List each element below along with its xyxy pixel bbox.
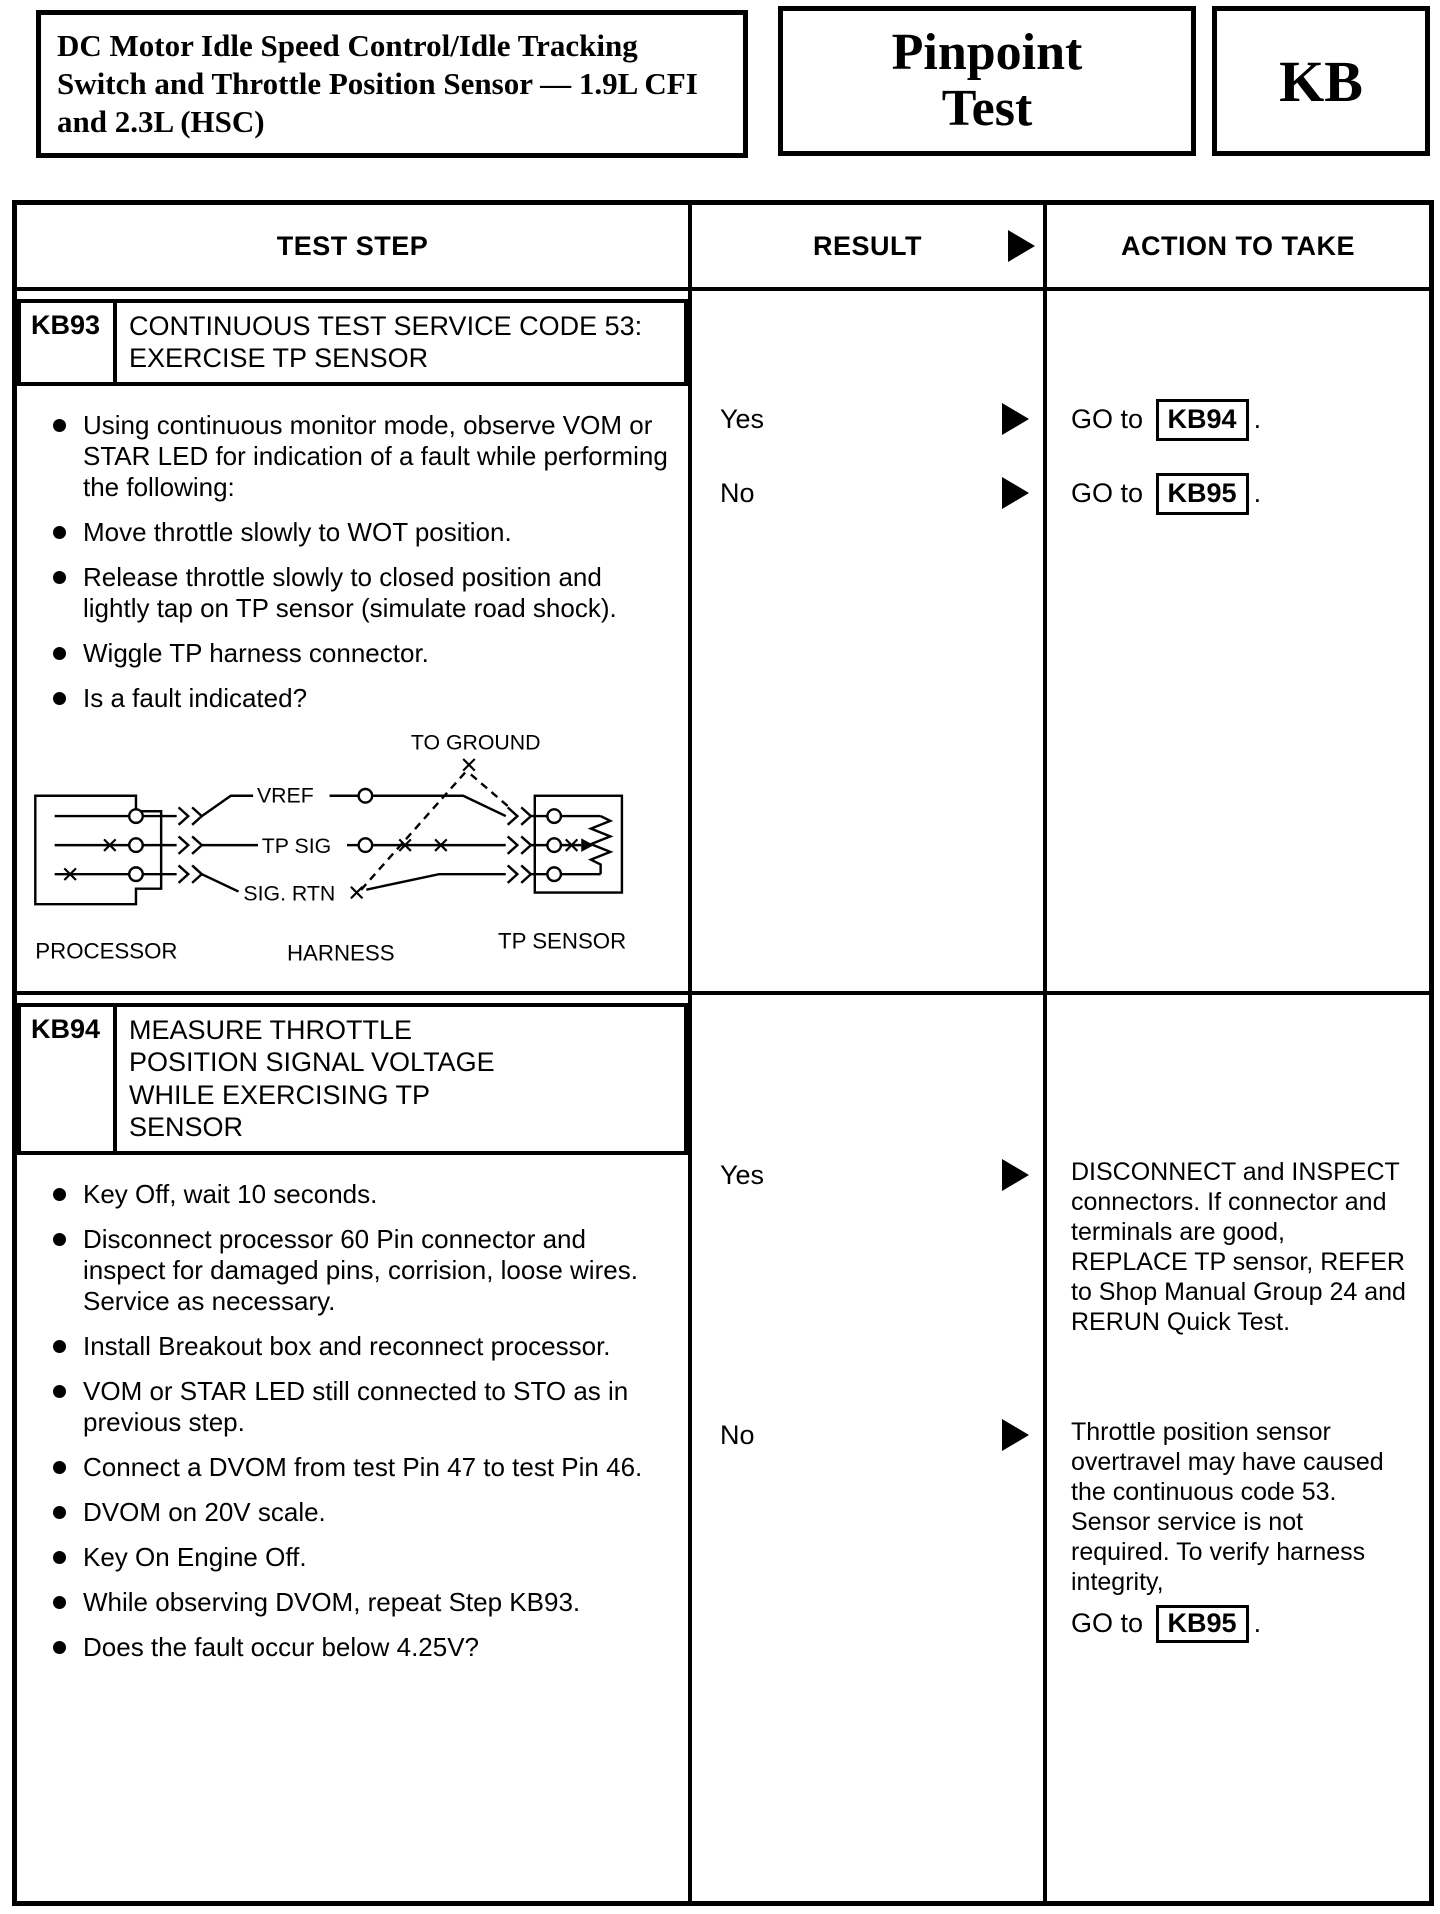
column-header-action: ACTION TO TAKE [1121,230,1355,261]
bullet-text: DVOM on 20V scale. [83,1496,326,1527]
bullet-icon [53,1596,66,1609]
bullet-text: Move throttle slowly to WOT position. [83,516,512,547]
list-item [53,1331,668,1362]
kb93-test-step-cell [17,287,692,991]
bullet-text: Connect a DVOM from test Pin 47 to test Pin 46. [83,1451,643,1482]
kb93-step-id: KB93 [21,303,117,382]
goto-suffix: . [1253,478,1262,508]
pinpoint-label-line1: Pinpoint [891,23,1083,81]
goto-code-box: KB95 [1156,473,1249,515]
bullet-text: Disconnect processor 60 Pin connector and inspect for damaged pins, corrision, loose wires. Service as necessary. [83,1223,638,1316]
result-label-yes: Yes [720,403,765,434]
list-item [53,562,668,624]
goto-suffix: . [1253,404,1262,434]
kb94-bullet-list [17,1155,688,1663]
bullet-icon [53,419,66,432]
doc-title: DC Motor Idle Speed Control/Idle Tracking Switch and Throttle Position Sensor — 1.9L CFI and 2.3L (HSC) [57,28,698,140]
processor-connector [35,796,201,904]
result-arrow-icon [1002,403,1029,435]
kb94-action-no [1071,1417,1407,1643]
test-code: KB [1279,48,1363,114]
goto-prefix: GO to [1071,478,1144,508]
bullet-icon [53,1385,66,1398]
result-arrow-icon [1002,1159,1029,1191]
list-item [53,638,668,669]
action-text: DISCONNECT and INSPECT connectors. If connector and terminals are good, REPLACE TP sensor, REFER to Shop Manual Group 24 and RERUN Quick Test. [1071,1158,1406,1336]
kb93-result-yes [720,403,1029,435]
kb94-action-yes [1071,1157,1407,1337]
action-text: Throttle position sensor overtravel may have caused the continuous code 53. Sensor service is not required. To verify harness integrity, [1071,1418,1384,1596]
result-label-yes: Yes [720,1159,765,1190]
bullet-text: While observing DVOM, repeat Step KB93. [83,1586,581,1617]
goto-suffix: . [1253,1608,1262,1638]
result-header-arrow-icon [1008,230,1035,262]
list-item [53,1452,668,1483]
bullet-icon [53,571,66,584]
column-header-test-step: TEST STEP [17,205,692,287]
bullet-text: Does the fault occur below 4.25V? [83,1631,480,1662]
kb93-action-no [1071,473,1407,515]
kb94-test-step-cell [17,991,692,1901]
list-item [53,1632,668,1663]
bullet-text: VOM or STAR LED still connected to STO as in previous step. [83,1375,629,1437]
list-item [53,1376,668,1438]
diagram-captions [35,928,626,965]
list-item [53,1497,668,1528]
kb94-result-no [720,1419,1029,1451]
result-label-no: No [720,1419,755,1450]
pinpoint-label-line2: Test [941,80,1033,137]
pinpoint-test-box [778,6,1196,156]
diagram-label-sig-rtn: SIG. RTN [243,881,336,906]
kb94-action-cell [1047,991,1429,1901]
diagram-label-processor: PROCESSOR [35,938,178,964]
bullet-icon [53,647,66,660]
kb94-step-header [17,1003,688,1155]
bullet-icon [53,1551,66,1564]
bullet-text: Is a fault indicated? [83,682,308,713]
diagram-label-harness: HARNESS [286,940,395,966]
list-item [53,1224,668,1317]
bullet-icon [53,1641,66,1654]
list-item [53,1542,668,1573]
goto-prefix: GO to [1071,1608,1144,1638]
bullet-text: Wiggle TP harness connector. [83,637,429,668]
harness-wires [202,783,506,905]
list-item [53,517,668,548]
kb93-step-header [17,299,688,386]
diagram-label-vref: VREF [256,783,314,808]
doc-title-box [36,10,748,158]
kb93-bullet-list [17,386,688,714]
bullet-icon [53,1461,66,1474]
result-arrow-icon [1002,477,1029,509]
bullet-icon [53,526,66,539]
kb94-step-id: KB94 [21,1007,117,1151]
bullet-text: Key Off, wait 10 seconds. [83,1178,378,1209]
tp-sensor-connector [508,796,622,893]
bullet-text: Release throttle slowly to closed position and lightly tap on TP sensor (simulate road shock). [83,561,617,623]
action-goto-line [1071,1605,1407,1643]
column-header-result [692,205,1047,287]
result-label-no: No [720,477,755,508]
list-item [53,683,668,714]
result-arrow-icon [1002,1419,1029,1451]
goto-code-box: KB94 [1156,399,1249,441]
bullet-text: Install Breakout box and reconnect processor. [83,1330,611,1361]
bullet-icon [53,1188,66,1201]
goto-prefix: GO to [1071,404,1144,434]
wiring-diagram [27,728,667,970]
bullet-icon [53,1340,66,1353]
goto-code-box: KB95 [1156,1605,1249,1643]
kb94-result-yes [720,1159,1029,1191]
kb94-result-cell [692,991,1047,1901]
kb93-step-title: CONTINUOUS TEST SERVICE CODE 53: EXERCISE TP SENSOR [129,311,643,374]
result-header-label: RESULT [813,230,922,261]
list-item [53,1179,668,1210]
bullet-icon [53,1233,66,1246]
diagram-label-tp-sig: TP SIG [261,833,332,858]
list-item [53,1587,668,1618]
test-code-box [1212,6,1430,156]
pinpoint-test-table [12,200,1434,1906]
diagram-label-to-ground: TO GROUND [410,730,541,755]
kb93-action-cell [1047,287,1429,991]
kb93-result-no [720,477,1029,509]
kb93-result-cell [692,287,1047,991]
kb93-action-yes [1071,399,1407,441]
kb94-step-title: MEASURE THROTTLE POSITION SIGNAL VOLTAGE WHILE EXERCISING TP SENSOR [129,1015,495,1143]
list-item [53,410,668,503]
bullet-text: Using continuous monitor mode, observe VOM or STAR LED for indication of a fault while performing the following: [83,409,668,502]
diagram-label-tp-sensor: TP SENSOR [498,928,627,954]
bullet-text: Key On Engine Off. [83,1541,307,1572]
bullet-icon [53,1506,66,1519]
bullet-icon [53,692,66,705]
